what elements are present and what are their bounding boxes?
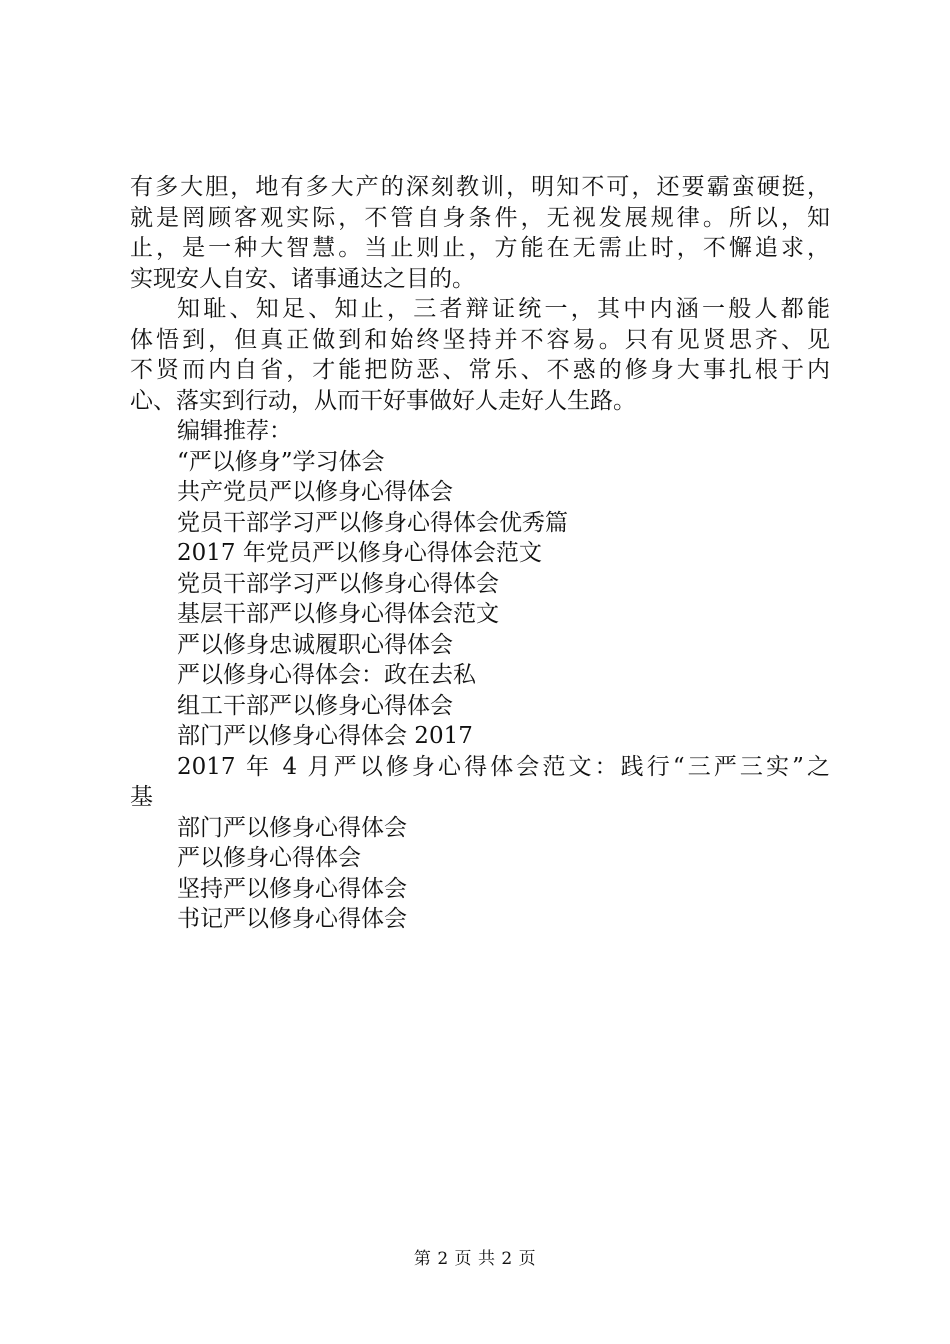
text-line: 止，是一种大智慧。当止则止，方能在无需止时，不懈追求， — [130, 235, 830, 261]
recommend-link[interactable]: “严以修身”学习体会 — [177, 448, 385, 475]
recommend-link-line: 2017 年 4 月严以修身心得体会范文：践行“三严三实”之 — [177, 753, 830, 780]
recommend-link[interactable]: 共产党员严以修身心得体会 — [177, 479, 453, 505]
recommend-link[interactable]: 严以修身心得体会 — [177, 845, 361, 871]
recommend-link[interactable]: 严以修身心得体会：政在去私 — [177, 662, 476, 688]
text-line: 知耻、知足、知止，三者辩证统一，其中内涵一般人都能 — [177, 296, 830, 322]
recommend-link[interactable]: 2017 年党员严以修身心得体会范文 — [177, 540, 542, 566]
recommend-heading: 编辑推荐： — [177, 418, 292, 444]
text-line: 就是罔顾客观实际，不管自身条件，无视发展规律。所以，知 — [130, 204, 830, 231]
recommend-link[interactable]: 党员干部学习严以修身心得体会优秀篇 — [177, 509, 568, 536]
paragraph-2 — [130, 294, 830, 416]
paragraph-1 — [130, 172, 830, 294]
recommend-link-continuation: 基 — [130, 784, 153, 810]
text-line: 体悟到，但真正做到和始终坚持并不容易。只有见贤思齐、见 — [130, 326, 830, 353]
text-line: 心、落实到行动，从而干好事做好人走好人生路。 — [130, 387, 636, 414]
recommend-link[interactable]: 部门严以修身心得体会 — [177, 814, 407, 841]
recommend-link[interactable]: 基层干部严以修身心得体会范文 — [177, 601, 499, 627]
recommend-link[interactable]: 组工干部严以修身心得体会 — [177, 692, 453, 719]
recommend-link[interactable]: 党员干部学习严以修身心得体会 — [177, 570, 499, 597]
text-line: 实现安人自安、诸事通达之目的。 — [130, 265, 475, 292]
recommend-link[interactable]: 严以修身忠诚履职心得体会 — [177, 631, 453, 658]
page-number-footer: 第 2 页 共 2 页 — [413, 1249, 537, 1269]
recommend-link[interactable]: 书记严以修身心得体会 — [177, 906, 407, 932]
recommend-link[interactable]: 坚持严以修身心得体会 — [177, 875, 407, 902]
recommend-link-wrapped[interactable] — [130, 752, 830, 813]
document-body — [130, 172, 830, 935]
text-line: 有多大胆，地有多大产的深刻教训，明知不可，还要霸蛮硬挺， — [130, 174, 830, 200]
text-line: 不贤而内自省，才能把防恶、常乐、不惑的修身大事扎根于内 — [130, 357, 830, 383]
recommend-section — [130, 416, 830, 935]
recommend-link[interactable]: 部门严以修身心得体会 2017 — [177, 723, 473, 749]
